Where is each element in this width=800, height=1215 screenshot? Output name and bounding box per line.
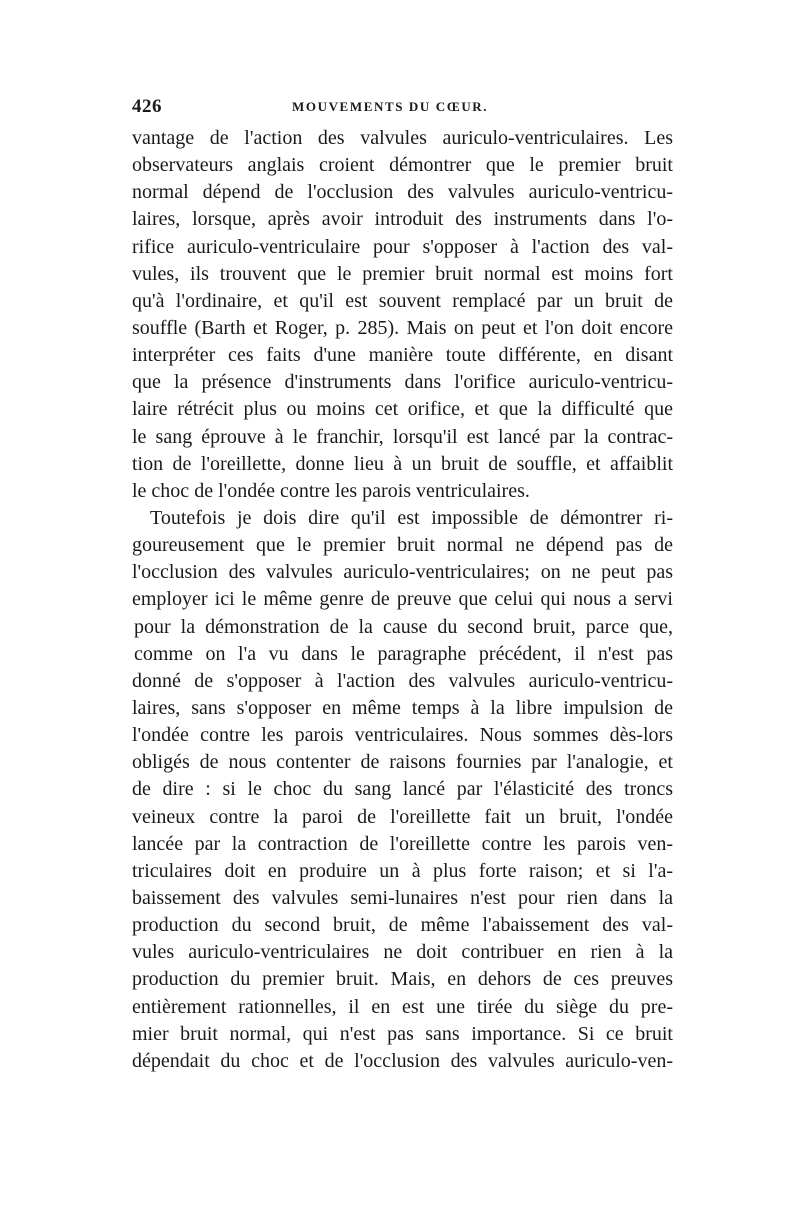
text-line: interpréter ces faits d'une manière toute différente, en disant: [132, 344, 673, 367]
text-line: lancée par la contraction de l'oreillette contre les parois ven-: [132, 832, 673, 855]
body-text: [132, 125, 673, 1075]
text-line: entièrement rationnelles, il en est une tirée du siège du pre-: [132, 995, 673, 1018]
text-line: donné de s'opposer à l'action des valvules auriculo-ventricu-: [132, 669, 673, 692]
text-line: obligés de nous contenter de raisons fournies par l'analogie, et: [132, 751, 673, 774]
text-line: baissement des valvules semi-lunaires n'est pour rien dans la: [132, 886, 673, 909]
text-line: comme on l'a vu dans le paragraphe précédent, il n'est pas: [134, 642, 673, 665]
text-line: rifice auriculo-ventriculaire pour s'opposer à l'action des val-: [132, 235, 673, 258]
text-line: normal dépend de l'occlusion des valvules auriculo-ventricu-: [132, 181, 673, 204]
page-number: 426: [132, 96, 162, 117]
text-line: qu'à l'ordinaire, et qu'il est souvent remplacé par un bruit de: [132, 289, 673, 312]
text-line: production du premier bruit. Mais, en dehors de ces preuves: [132, 968, 673, 991]
text-line: l'occlusion des valvules auriculo-ventriculaires; on ne peut pas: [132, 561, 673, 584]
text-line: le sang éprouve à le franchir, lorsqu'il est lancé par la contrac-: [132, 425, 673, 448]
text-line: que la présence d'instruments dans l'orifice auriculo-ventricu-: [132, 371, 673, 394]
text-line: vules, ils trouvent que le premier bruit normal est moins fort: [132, 262, 673, 285]
text-line: de dire : si le choc du sang lancé par l'élasticité des troncs: [132, 778, 673, 801]
text-line: laires, lorsque, après avoir introduit des instruments dans l'o-: [132, 208, 673, 231]
running-title: MOUVEMENTS DU CŒUR.: [292, 99, 489, 114]
text-line: Toutefois je dois dire qu'il est impossible de démontrer ri-: [150, 506, 673, 529]
text-line: le choc de l'ondée contre les parois ventriculaires.: [132, 479, 530, 502]
page-header: [132, 96, 672, 120]
text-line: observateurs anglais croient démontrer que le premier bruit: [132, 154, 673, 177]
paragraph-2: [132, 505, 673, 1075]
text-line: veineux contre la paroi de l'oreillette fait un bruit, l'ondée: [132, 805, 673, 828]
text-line: souffle (Barth et Roger, p. 285). Mais on peut et l'on doit encore: [132, 316, 673, 339]
text-line: vules auriculo-ventriculaires ne doit contribuer en rien à la: [132, 941, 673, 964]
text-line: l'ondée contre les parois ventriculaires. Nous sommes dès-lors: [132, 724, 673, 747]
text-line: laire rétrécit plus ou moins cet orifice, et que la difficulté que: [132, 398, 673, 421]
paragraph-1: [132, 125, 673, 505]
text-line: pour la démonstration de la cause du second bruit, parce que,: [134, 615, 673, 638]
text-line: employer ici le même genre de preuve que celui qui nous a servi: [132, 588, 673, 611]
text-line: production du second bruit, de même l'abaissement des val-: [132, 914, 673, 937]
text-line: triculaires doit en produire un à plus forte raison; et si l'a-: [132, 859, 673, 882]
text-line: laires, sans s'opposer en même temps à la libre impulsion de: [132, 696, 673, 719]
text-line: tion de l'oreillette, donne lieu à un bruit de souffle, et affaiblit: [132, 452, 673, 475]
text-line: goureusement que le premier bruit normal ne dépend pas de: [132, 534, 673, 557]
text-line: vantage de l'action des valvules auriculo-ventriculaires. Les: [132, 127, 673, 149]
text-line: mier bruit normal, qui n'est pas sans importance. Si ce bruit: [132, 1022, 673, 1045]
text-line: dépendait du choc et de l'occlusion des valvules auriculo-ven-: [132, 1049, 673, 1072]
